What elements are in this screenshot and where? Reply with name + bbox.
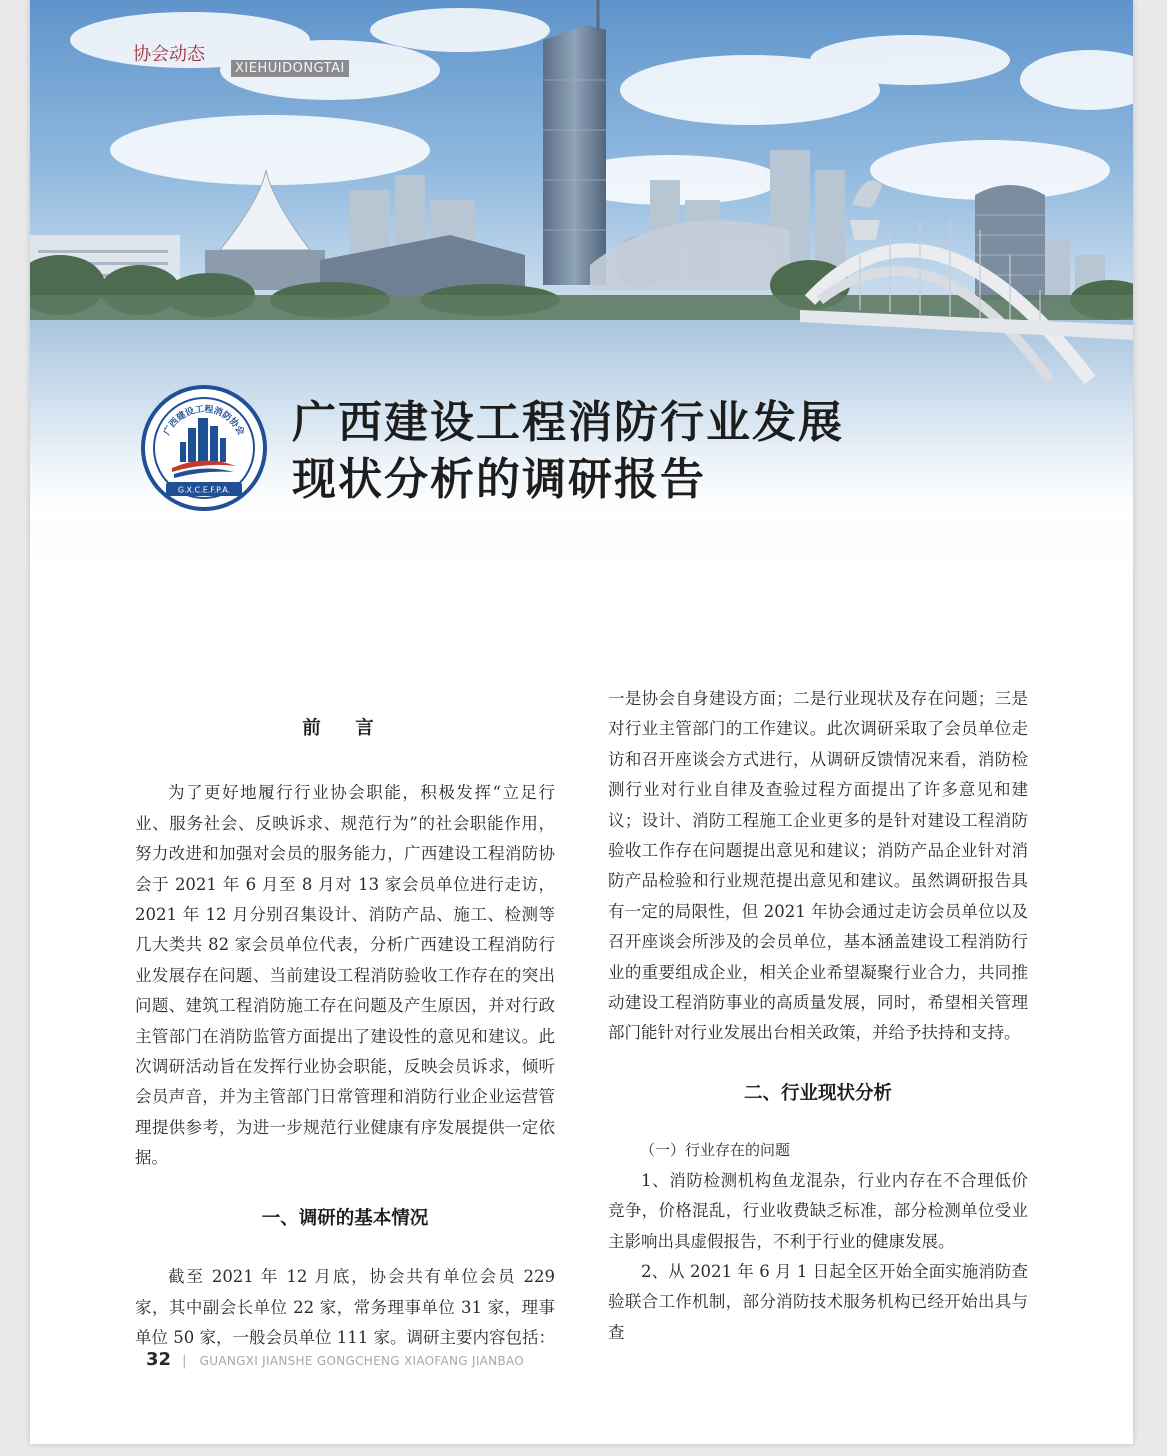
left-text-column bbox=[135, 714, 555, 1353]
title-line-2: 现状分析的调研报告 bbox=[292, 454, 706, 505]
association-logo bbox=[140, 384, 268, 512]
title-line-1: 广西建设工程消防行业发展 bbox=[292, 397, 844, 448]
item-2-paragraph: 2、从 2021 年 6 月 1 日起全区开始全面实施消防查验联合工作机制，部分消防技术服务机构已经开始出具与查 bbox=[608, 1261, 1028, 1342]
section-1-heading: 一、调研的基本情况 bbox=[261, 1207, 429, 1229]
section-tag-english: XIEHUIDONGTAI bbox=[231, 60, 349, 77]
preface-heading: 前 言 bbox=[302, 718, 388, 739]
logo-abbreviation: G.X.C.E.F.P.A. bbox=[177, 485, 231, 495]
page-number: 32 bbox=[146, 1349, 172, 1370]
footer-separator: | bbox=[182, 1354, 187, 1369]
section-tag: 协会动态 bbox=[133, 44, 205, 65]
subsection-1-heading: （一）行业存在的问题 bbox=[640, 1141, 791, 1160]
logo-arc-text: 广西建设工程消防协会 bbox=[162, 404, 246, 438]
item-1-paragraph: 1、消防检测机构鱼龙混杂，行业内存在不合理低价竞争，价格混乱，行业收费缺乏标准，部分检测单位受业主影响出具虚假报告，不利于行业的健康发展。 bbox=[608, 1170, 1028, 1251]
preface-paragraph: 为了更好地履行行业协会职能，积极发挥“立足行业、服务社会、反映诉求、规范行为”的社会职能作用，努力改进和加强对会员的服务能力，广西建设工程消防协会于 2021 年 6 月至 8 月对 13 家会员单位进行走访，2021 年 12 月分别召集设计、消防产品、施工、检测等几大类共 82 家会员单位代表，分析广西建设工程消防行业发展存在问题、当前建设工程消防验收工作存在的突出问题、建筑工程消防施工存在问题及产生原因，并对行政主管部门在消防监管方面提出了建设性的意见和建议。此次调研活动旨在发挥行业协会职能，反映会员诉求，倾听会员声音，并为主管部门日常管理和消防行业企业运营管理提供参考，为进一步规范行业健康有序发展提供一定依据。 bbox=[135, 783, 555, 1168]
right-text-column bbox=[608, 684, 1028, 1348]
article-title bbox=[292, 394, 844, 508]
publication-name: GUANGXI JIANSHE GONGCHENG XIAOFANG JIANBAO bbox=[199, 1354, 525, 1368]
section-1-paragraph: 截至 2021 年 12 月底，协会共有单位会员 229 家，其中副会长单位 22 家，常务理事单位 31 家，理事单位 50 家，一般会员单位 111 家。调研主要内容包括： bbox=[135, 1267, 555, 1347]
continued-paragraph: 一是协会自身建设方面；二是行业现状及存在问题；三是对行业主管部门的工作建议。此次调研采取了会员单位走访和召开座谈会方式进行，从调研反馈情况来看，消防检测行业对行业自律及查验过程方面提出了许多意见和建议；设计、消防工程施工企业更多的是针对建设工程消防验收工作存在问题提出意见和建议；消防产品企业针对消防产品检验和行业规范提出意见和建议。虽然调研报告具有一定的局限性，但 2021 年协会通过走访会员单位以及召开座谈会所涉及的会员单位，基本涵盖建设工程消防行业的重要组成企业，相关企业希望凝聚行业合力，共同推动建设工程消防事业的高质量发展，同时，希望相关管理部门能针对行业发展出台相关政策，并给予扶持和支持。 bbox=[608, 689, 1028, 1043]
magazine-page bbox=[30, 0, 1133, 1444]
page-footer bbox=[146, 1349, 524, 1370]
section-2-heading: 二、行业现状分析 bbox=[743, 1082, 892, 1104]
